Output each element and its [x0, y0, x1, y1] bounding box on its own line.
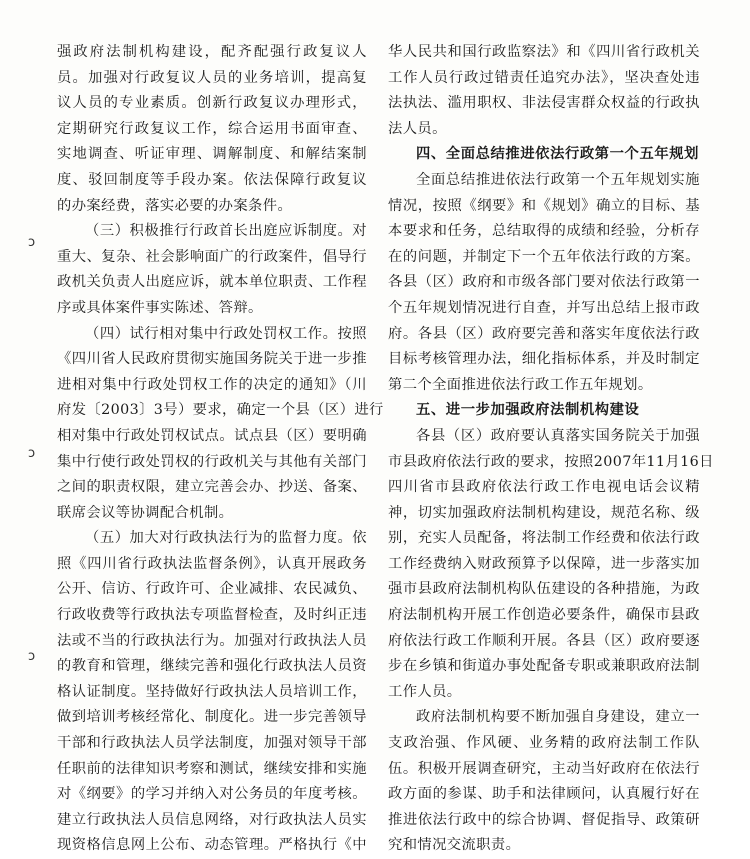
paragraph-line: （五）加大对行政执法行为的监督力度。依: [85, 530, 367, 547]
paragraph-line: 府依法行政工作顺利开展。各县（区）政府要逐: [388, 632, 700, 649]
paragraph-line: 联席会议等协调配合机制。: [57, 504, 234, 521]
paragraph-line: （四）试行相对集中行政处罚权工作。按照: [85, 325, 367, 342]
paragraph-line: 的办案经费，落实必要的办案条件。: [57, 197, 293, 214]
paragraph-line: 建立行政执法人员信息网络，对行政执法人员实: [57, 811, 367, 828]
paragraph-line: 《四川省人民政府贯彻实施国务院关于进一步推: [57, 351, 367, 368]
paragraph-line: 对《纲要》的学习并纳入对公务员的年度考核。: [57, 786, 367, 803]
paragraph-line: 究和情况交流职责。: [388, 837, 521, 854]
paragraph-line: 现资格信息网上公布、动态管理。严格执行《中: [57, 837, 367, 854]
paragraph-line: 各县（区）政府和市级各部门要对依法行政第一: [388, 274, 700, 291]
paragraph-line: 在的问题，并制定下一个五年依法行政的方案。: [388, 248, 700, 265]
paragraph-line: 格认证制度。坚持做好行政执法人员培训工作，: [57, 683, 367, 700]
paragraph-line: 全面总结推进依法行政第一个五年规划实施: [416, 171, 700, 188]
paragraph-line: 定期研究行政复议工作，综合运用书面审查、: [57, 120, 367, 137]
paragraph-line: 法执法、滥用职权、非法侵害群众权益的行政执: [388, 95, 700, 112]
paragraph-line: 四川省市县政府依法行政工作电视电话会议精: [388, 479, 700, 496]
paragraph-line: 的教育和管理，继续完善和强化行政执法人员资: [57, 658, 367, 675]
binding-hole-mark: ɔ: [28, 235, 36, 250]
paragraph-line: 本要求和任务，总结取得的成绩和经验，分析存: [388, 223, 700, 240]
paragraph-line: 各县（区）政府要认真落实国务院关于加强: [416, 427, 700, 444]
paragraph-line: 政机关负责人出庭应诉，就本单位职责、工作程: [57, 274, 367, 291]
paragraph-line: 之间的职责权限，建立完善会办、抄送、备案、: [57, 479, 367, 496]
paragraph-line: 公开、信访、行政许可、企业减排、农民减负、: [57, 581, 367, 598]
paragraph-line: 强市县政府法制机构队伍建设的各种措施，为政: [388, 581, 700, 598]
paragraph-line: 工作人员。: [388, 683, 462, 700]
paragraph-line: 府法制机构开展工作创造必要条件，确保市县政: [388, 607, 700, 624]
paragraph-line: 干部和行政执法人员学法制度，加强对领导干部: [57, 735, 367, 752]
paragraph-line: 第二个全面推进依法行政工作五年规划。: [388, 376, 653, 393]
paragraph-line: 工作人员行政过错责任追究办法》，坚决查处违: [388, 69, 700, 86]
paragraph-line: 伍。积极开展调查研究，主动当好政府在依法行: [388, 760, 700, 777]
paragraph-line: 法或不当的行政执法行为。加强对行政执法人员: [57, 632, 367, 649]
paragraph-line: 华人民共和国行政监察法》和《四川省行政机关: [388, 44, 700, 60]
paragraph-line: 别，充实人员配备，将法制工作经费和依法行政: [388, 530, 700, 547]
paragraph-line: 法人员。: [388, 120, 447, 137]
paragraph-line: 集中行使行政处罚权的行政机关与其他有关部门: [57, 453, 367, 470]
paragraph-line: （三）积极推行行政首长出庭应诉制度。对: [85, 223, 367, 240]
paragraph-line: 支政治强、作风硬、业务精的政府法制工作队: [388, 735, 700, 752]
paragraph-line: 序或具体案件事实陈述、答辩。: [57, 299, 263, 316]
paragraph-line: 推进依法行政中的综合协调、督促指导、政策研: [388, 811, 700, 828]
binding-hole-mark: ɔ: [28, 649, 36, 664]
paragraph-line: 重大、复杂、社会影响面广的行政案件，倡导行: [57, 248, 367, 265]
paragraph-line: 步在乡镇和街道办事处配备专职或兼职政府法制: [388, 658, 700, 675]
paragraph-line: 做到培训考核经常化、制度化。进一步完善领导: [57, 709, 367, 726]
paragraph-line: 行政收费等行政执法专项监督检查，及时纠正违: [57, 607, 367, 624]
right-text-column: [388, 40, 714, 859]
left-text-column: [57, 40, 384, 859]
paragraph-line: 相对集中行政处罚权试点。试点县（区）要明确: [57, 427, 367, 444]
paragraph-line: 议人员的专业素质。创新行政复议办理形式，: [57, 95, 367, 112]
paragraph-line: 强政府法制机构建设，配齐配强行政复议人: [57, 44, 367, 60]
paragraph-line: 度、驳回制度等手段办案。依法保障行政复议: [57, 171, 367, 188]
paragraph-line: 实地调查、听证审理、调解制度、和解结案制: [57, 146, 367, 163]
binding-hole-mark: ɔ: [28, 446, 36, 461]
paragraph-line: 个五年规划情况进行自查，并写出总结上报市政: [388, 299, 700, 316]
paragraph-line: 府发〔2003〕3号）要求，确定一个县（区）进行: [57, 402, 384, 419]
paragraph-line: 工作经费纳入财政预算予以保障，进一步落实加: [388, 555, 700, 572]
paragraph-line: 情况，按照《纲要》和《规划》确立的目标、基: [388, 197, 700, 214]
paragraph-line: 市县政府依法行政的要求，按照2007年11月16日: [388, 453, 714, 470]
paragraph-line: 任职前的法律知识考察和测试，继续安排和实施: [57, 760, 367, 777]
section-heading: 五、进一步加强政府法制机构建设: [416, 402, 640, 419]
paragraph-line: 政府法制机构要不断加强自身建设，建立一: [416, 709, 700, 726]
paragraph-line: 政方面的参谋、助手和法律顾问，认真履行好在: [388, 786, 700, 803]
paragraph-line: 照《四川省行政执法监督条例》，认真开展政务: [57, 555, 367, 572]
paragraph-line: 进相对集中行政处罚权工作的决定的通知》（川: [57, 376, 367, 393]
paragraph-line: 目标考核管理办法，细化指标体系，并及时制定: [388, 351, 700, 368]
paragraph-line: 神，切实加强政府法制机构建设，规范名称、级: [388, 504, 700, 521]
section-heading: 四、全面总结推进依法行政第一个五年规划: [416, 146, 700, 163]
paragraph-line: 府。各县（区）政府要完善和落实年度依法行政: [388, 325, 700, 342]
paragraph-line: 员。加强对行政复议人员的业务培训，提高复: [57, 69, 367, 86]
